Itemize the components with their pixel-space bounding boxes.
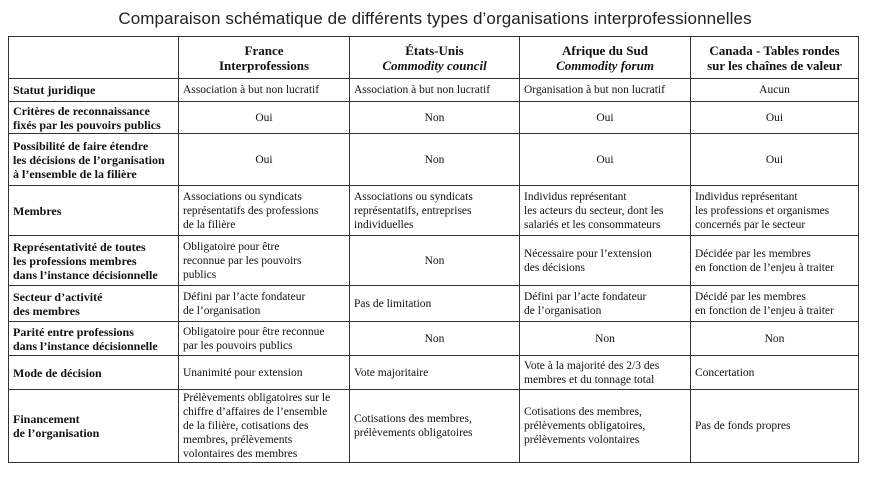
cell-line: individuelles [354,218,414,231]
column-header-line: États-Unis [405,42,464,58]
row-header [9,236,179,286]
table-cell [179,79,350,102]
column-header [691,37,859,79]
table-row [9,286,859,322]
cell-line: volontaires des membres [183,448,298,460]
row-header-line: Mode de décision [13,365,102,380]
cell-line: Cotisations des membres, [354,413,472,425]
column-header-line: Interprofessions [218,57,310,73]
table-cell [179,236,350,286]
table-cell [350,286,520,322]
cell-line: Décidé par les membres [695,290,806,303]
table-cell [179,286,350,322]
table-cell [350,79,520,102]
table-cell [520,322,691,356]
cell-line: représentatifs, entreprises [354,204,472,217]
cell-line: Prélèvements obligatoires sur le [183,392,331,404]
column-header-line: Commodity council [382,57,487,73]
cell-line: Oui [255,153,273,166]
table-cell [520,356,691,390]
table-cell [691,286,859,322]
cell-line: Vote majoritaire [354,366,429,379]
row-header-line: Financement [13,412,80,426]
row-header [9,79,179,102]
cell-line: Oui [596,153,614,166]
cell-line: de l’organisation [183,304,261,317]
cell-line: Décidée par les membres [695,247,811,260]
table-row [9,390,859,463]
column-header-line: France [244,42,284,58]
row-header-line: Statut juridique [13,83,96,97]
cell-line: des décisions [524,261,586,274]
row-header-line: Membres [13,203,62,218]
table-cell [691,390,859,463]
cell-line: Nécessaire pour l’extension [524,247,652,260]
table-cell [350,102,520,134]
cell-line: concernés par le secteur [695,218,806,231]
row-header [9,322,179,356]
row-header-line: Secteur d’activité [13,289,103,304]
row-header-line: les professions membres [13,253,137,268]
row-header [9,186,179,236]
cell-line: Non [764,332,785,345]
cell-line: Vote à la majorité des 2/3 des [524,359,660,372]
table-cell [350,236,520,286]
column-header [520,37,691,79]
cell-line: Association à but non lucratif [354,84,491,96]
cell-line: Individus représentant [524,190,627,203]
cell-line: Associations ou syndicats [354,190,473,203]
cell-line: Non [424,332,445,345]
comparison-table [8,36,859,463]
table-cell [520,286,691,322]
table-cell [691,236,859,286]
column-header [350,37,520,79]
cell-line: Défini par l’acte fondateur [183,290,306,303]
cell-line: Concertation [695,366,755,379]
table-cell [350,390,520,463]
table-cell [350,186,520,236]
row-header [9,390,179,463]
table-cell [179,134,350,186]
cell-line: reconnue par les pouvoirs [183,254,302,267]
cell-line: Individus représentant [695,190,798,203]
cell-line: Oui [765,153,784,166]
cell-line: Associations ou syndicats [183,190,302,203]
table-cell [691,186,859,236]
cell-line: de la filière, cotisations des [183,420,309,432]
page-title: Comparaison schématique de différents types d’organisations interprofessionnelles [118,9,752,28]
row-header [9,102,179,134]
cell-line: Pas de limitation [354,297,432,310]
table-row [9,356,859,390]
table-row [9,322,859,356]
cell-line: prélèvements obligatoires [354,427,473,439]
table-cell [179,102,350,134]
row-header-line: dans l’instance décisionnelle [13,267,158,282]
row-header [9,286,179,322]
row-header [9,356,179,390]
row-header [9,134,179,186]
cell-line: Pas de fonds propres [695,420,791,432]
table-cell [520,134,691,186]
cell-line: Défini par l’acte fondateur [524,290,647,303]
cell-line: Cotisations des membres, [524,406,642,418]
table-cell [350,322,520,356]
cell-line: publics [183,268,217,281]
table-row [9,186,859,236]
cell-line: les professions et organismes [695,204,830,217]
cell-line: Non [424,111,445,124]
column-header [179,37,350,79]
table-cell [520,236,691,286]
table-row [9,102,859,134]
cell-line: Unanimité pour extension [183,366,303,379]
cell-line: membres et du tonnage total [524,373,655,386]
row-header-line: dans l’instance décisionnelle [13,338,158,353]
row-header-line: de l’organisation [13,426,100,440]
column-header-line: Canada - Tables rondes [709,42,840,58]
cell-line: Oui [596,111,614,124]
table-row [9,134,859,186]
cell-line: prélèvements volontaires [524,434,640,446]
table-cell [520,79,691,102]
table-cell [179,356,350,390]
row-header-line: Possibilité de faire étendre [13,138,149,153]
header-row [9,37,859,79]
row-header-line: Représentativité de toutes [13,239,146,254]
cell-line: membres, prélèvements [183,434,293,446]
table-cell [691,356,859,390]
cell-line: salariés et les consommateurs [524,218,661,231]
cell-line: de l’organisation [524,304,602,317]
corner-cell [9,37,179,79]
table-cell [350,356,520,390]
cell-line: Aucun [759,84,790,96]
row-header-line: à l’ensemble de la filière [13,166,137,181]
row-header-line: Parité entre professions [13,324,134,339]
cell-line: les acteurs du secteur, dont les [524,204,664,217]
table-cell [179,390,350,463]
cell-line: Non [424,153,445,166]
row-header-line: Critères de reconnaissance [13,103,150,118]
cell-line: Association à but non lucratif [183,84,320,96]
row-header-line: des membres [13,303,80,318]
cell-line: Oui [255,111,273,124]
table-cell [691,134,859,186]
cell-line: prélèvements obligatoires, [524,420,646,432]
cell-line: représentatifs des professions [183,204,319,217]
table-cell [179,322,350,356]
cell-line: en fonction de l’enjeu à traiter [695,304,834,317]
cell-line: de la filière [183,218,236,231]
table-cell [691,322,859,356]
cell-line: Obligatoire pour être reconnue [183,325,325,338]
column-header-line: sur les chaînes de valeur [707,57,842,73]
table-cell [179,186,350,236]
row-header-line: les décisions de l’organisation [13,152,165,167]
cell-line: Obligatoire pour être [183,240,280,253]
column-header-line: Afrique du Sud [562,42,648,58]
column-header-line: Commodity forum [556,57,654,73]
cell-line: Organisation à but non lucratif [524,84,665,96]
table-cell [520,186,691,236]
table-row [9,236,859,286]
table-cell [520,102,691,134]
table-cell [520,390,691,463]
cell-line: chiffre d’affaires de l’ensemble [183,406,328,418]
table-cell [691,79,859,102]
cell-line: Oui [765,111,784,124]
cell-line: en fonction de l’enjeu à traiter [695,261,834,274]
table-row [9,79,859,102]
cell-line: Non [424,254,445,267]
row-header-line: fixés par les pouvoirs publics [13,117,161,132]
table-cell [350,134,520,186]
cell-line: par les pouvoirs publics [183,339,293,352]
table-cell [691,102,859,134]
cell-line: Non [595,332,615,345]
